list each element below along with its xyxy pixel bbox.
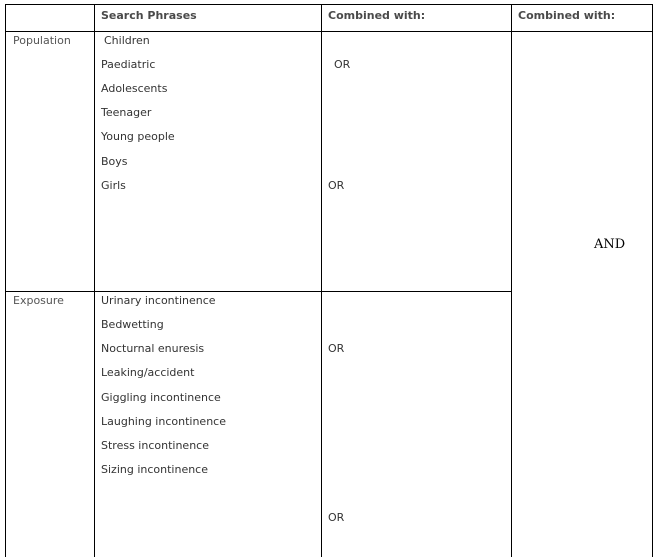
col3-left-border [321, 4, 322, 557]
header-combined-with-2: Combined with: [518, 9, 616, 22]
exposure-label: Exposure [13, 294, 64, 307]
population-phrase: Boys [101, 155, 128, 168]
population-phrase: Paediatric [101, 58, 156, 71]
exposure-phrase: Nocturnal enuresis [101, 342, 205, 355]
and-operator: AND [594, 237, 626, 252]
exposure-or-operator: OR [328, 511, 345, 524]
table-right-border [652, 4, 653, 557]
exposure-phrase: Bedwetting [101, 318, 164, 331]
population-label: Population [13, 34, 71, 47]
population-or-operator: OR [328, 179, 345, 192]
population-phrase: Young people [101, 130, 175, 143]
population-phrase: Teenager [101, 106, 152, 119]
population-exposure-divider [5, 291, 512, 292]
population-phrase: Children [104, 34, 150, 47]
header-bottom-border [5, 31, 653, 32]
col2-left-border [94, 4, 95, 557]
exposure-phrase: Urinary incontinence [101, 294, 216, 307]
population-or-operator: OR [334, 58, 351, 71]
exposure-phrase: Leaking/accident [101, 366, 195, 379]
exposure-or-operator: OR [328, 342, 345, 355]
population-phrase: Girls [101, 179, 126, 192]
col4-left-border [511, 4, 512, 557]
population-phrase: Adolescents [101, 82, 168, 95]
table-left-border [5, 4, 6, 557]
exposure-phrase: Sizing incontinence [101, 463, 208, 476]
exposure-phrase: Giggling incontinence [101, 391, 221, 404]
header-search-phrases: Search Phrases [101, 9, 197, 22]
exposure-phrase: Stress incontinence [101, 439, 209, 452]
header-combined-with-1: Combined with: [328, 9, 426, 22]
table-top-border [5, 4, 653, 5]
exposure-phrase: Laughing incontinence [101, 415, 226, 428]
